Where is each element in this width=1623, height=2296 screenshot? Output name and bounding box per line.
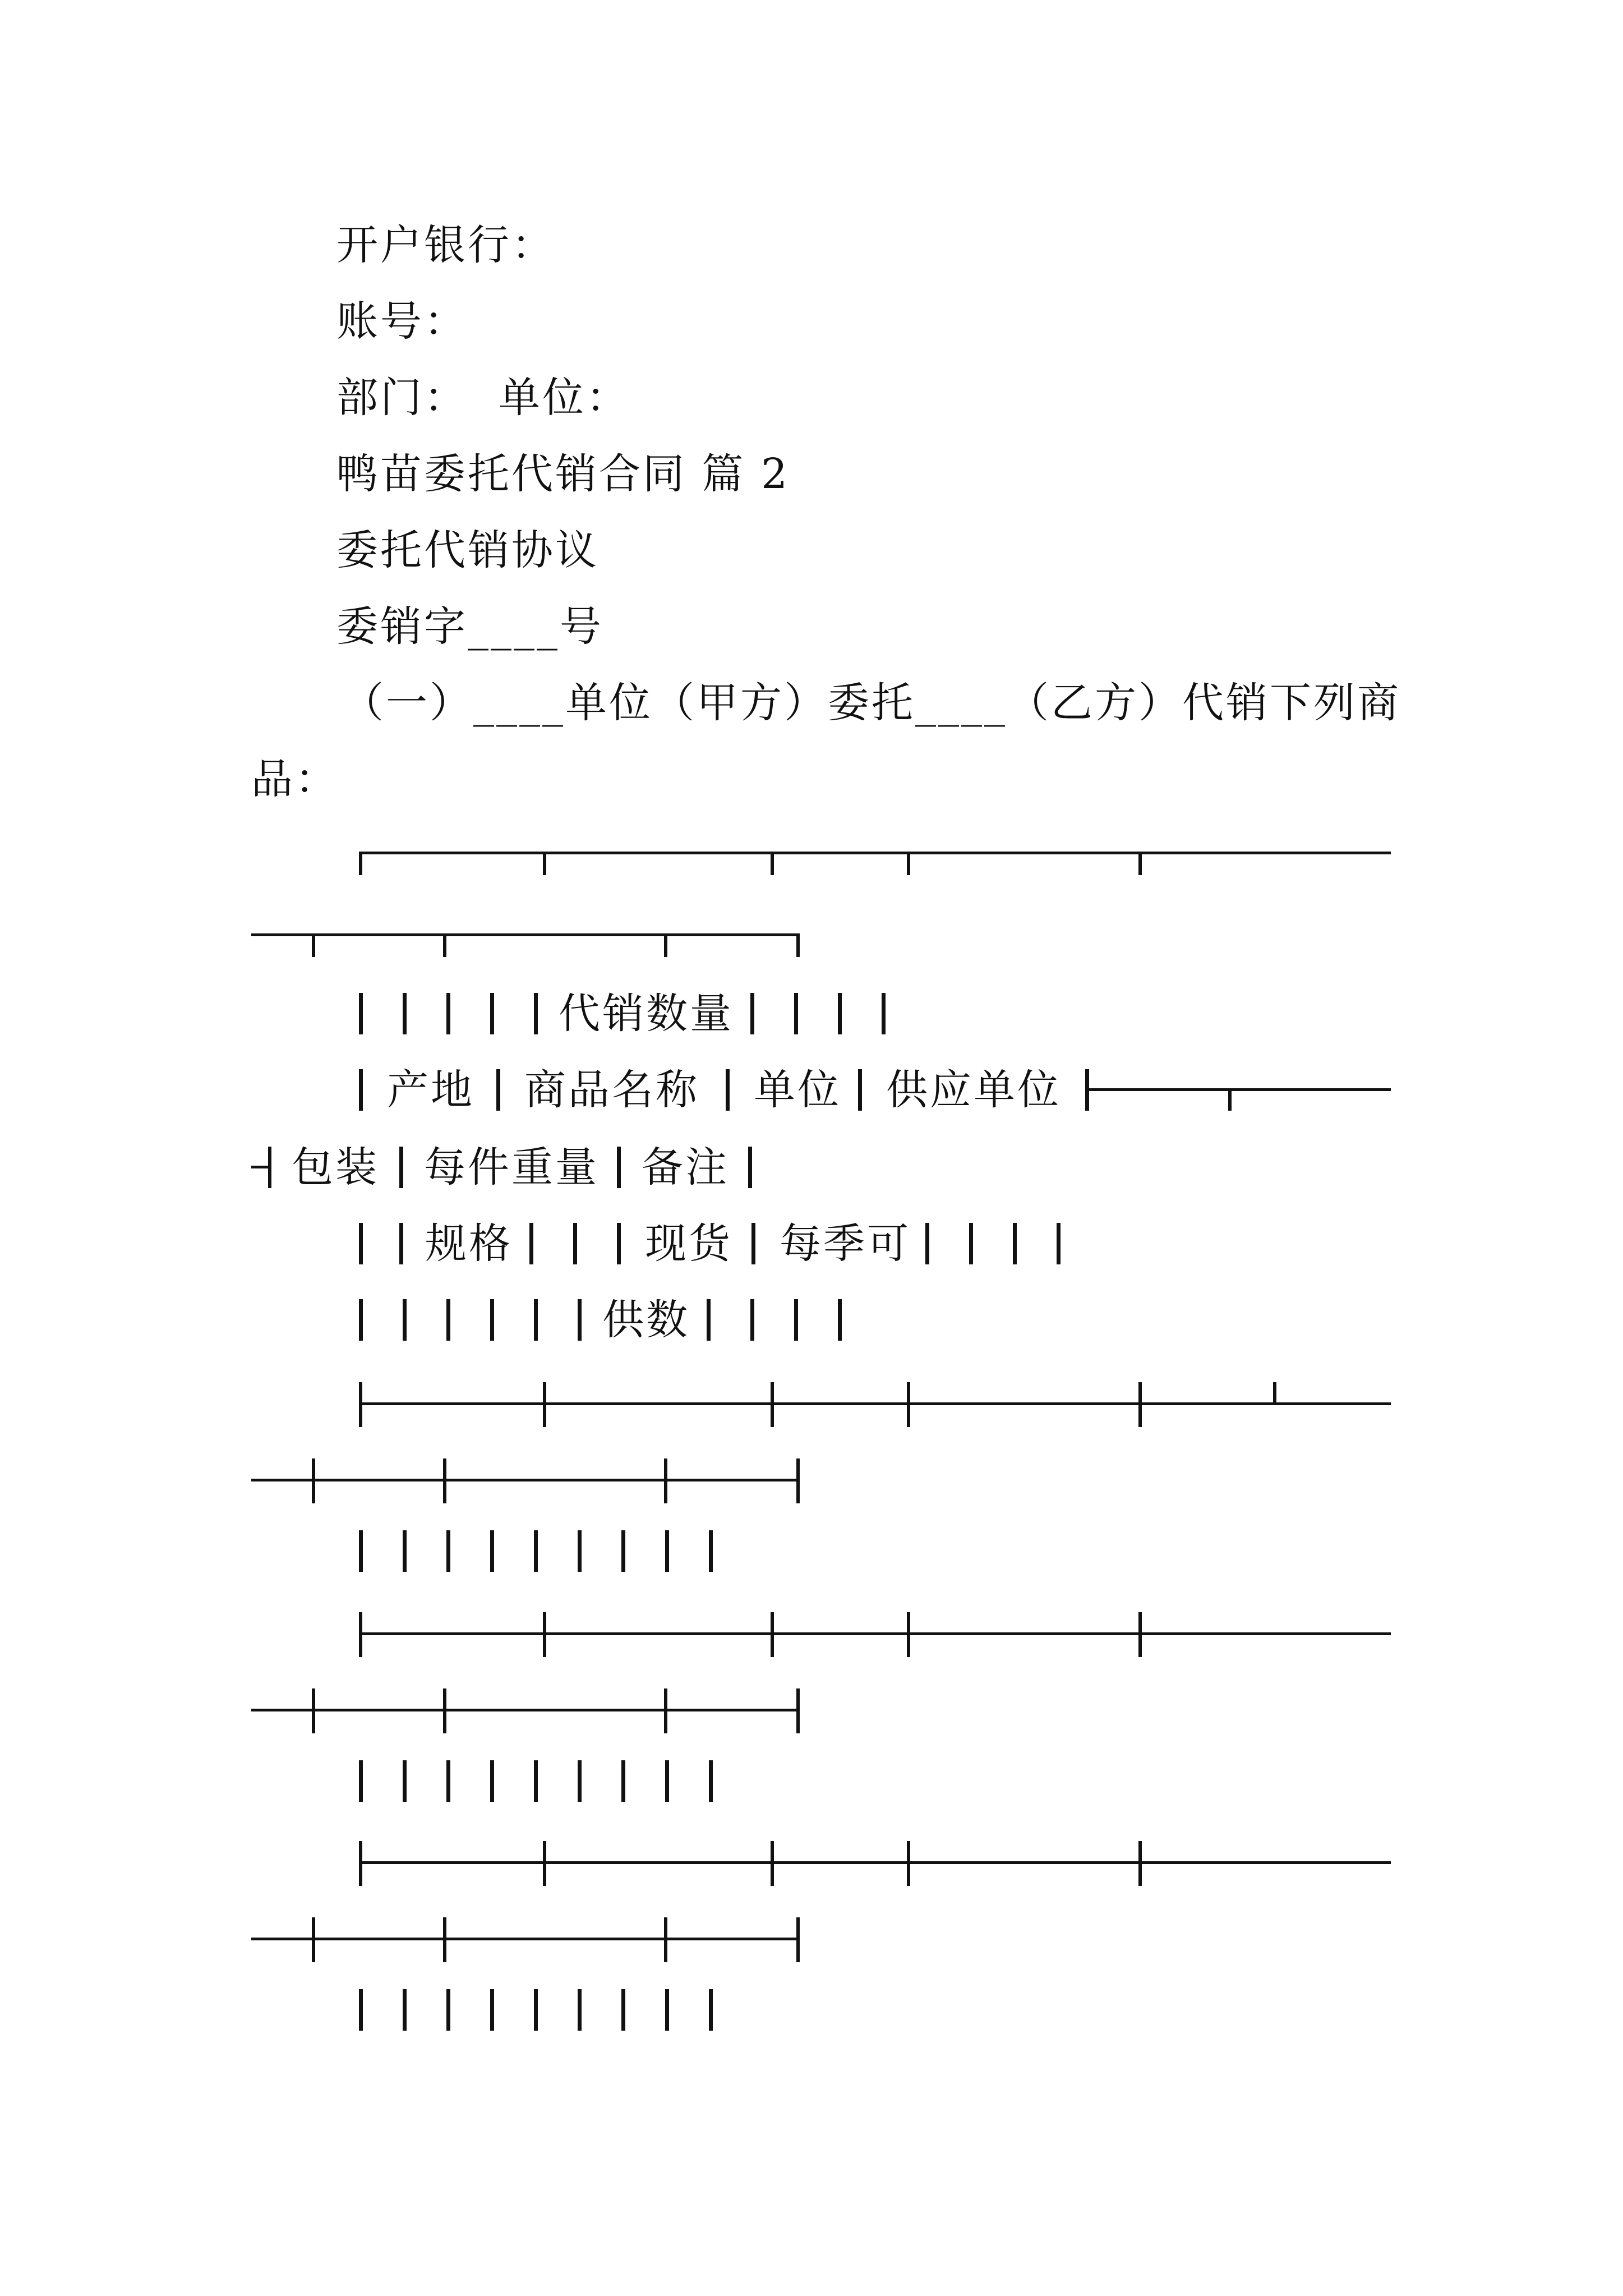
header-origin: 产地 bbox=[387, 1066, 474, 1114]
section-title: 鸭苗委托代销合同 篇 2 bbox=[336, 450, 790, 498]
bank-label: 开户银行： bbox=[336, 221, 555, 269]
table-vbar bbox=[578, 1760, 582, 1802]
table-row-separator-wrap bbox=[251, 1709, 800, 1711]
table-cross bbox=[312, 1688, 315, 1733]
table-vbar bbox=[621, 1989, 625, 2031]
table-vbar bbox=[534, 1299, 538, 1341]
table-tick bbox=[1273, 1382, 1276, 1405]
table-vbar bbox=[529, 1223, 533, 1264]
table-vbar bbox=[399, 1147, 403, 1188]
table-vbar bbox=[969, 1223, 973, 1264]
table-vbar bbox=[750, 1299, 754, 1341]
table-cross bbox=[359, 1841, 362, 1886]
table-vbar bbox=[399, 1223, 403, 1264]
table-corner-tr bbox=[796, 933, 800, 957]
table-vbar bbox=[726, 1069, 730, 1111]
table-vbar bbox=[578, 1989, 582, 2031]
table-vbar bbox=[403, 1299, 407, 1341]
table-vbar bbox=[750, 993, 754, 1034]
table-vbar bbox=[858, 1069, 862, 1111]
table-cross bbox=[1138, 1382, 1142, 1427]
table-vbar bbox=[709, 1989, 713, 2031]
header-supplier: 供应单位 bbox=[886, 1066, 1061, 1114]
table-vbar bbox=[578, 1299, 582, 1341]
table-vbar bbox=[268, 1147, 271, 1188]
table-cross bbox=[543, 1382, 546, 1427]
table-tick bbox=[907, 852, 910, 875]
table-vbar bbox=[578, 1530, 582, 1572]
table-vbar bbox=[709, 1530, 713, 1572]
table-cross bbox=[907, 1841, 910, 1886]
table-vbar bbox=[1057, 1223, 1061, 1264]
table-vbar bbox=[665, 1760, 669, 1802]
table-row-separator bbox=[359, 1861, 1391, 1864]
table-top-border-wrap bbox=[251, 933, 800, 936]
table-vbar bbox=[403, 1530, 407, 1572]
table-vbar bbox=[1013, 1223, 1017, 1264]
table-cross bbox=[796, 1458, 800, 1503]
table-cross bbox=[907, 1382, 910, 1427]
table-vbar bbox=[709, 1760, 713, 1802]
table-tick bbox=[1228, 1088, 1232, 1111]
table-vbar bbox=[665, 1530, 669, 1572]
table-vbar bbox=[490, 1989, 494, 2031]
table-vbar bbox=[359, 993, 363, 1034]
table-vbar bbox=[621, 1760, 625, 1802]
table-cross bbox=[312, 1458, 315, 1503]
header-unit: 单位 bbox=[754, 1066, 841, 1114]
table-vbar bbox=[617, 1223, 621, 1264]
clause-1-wrap: 品： bbox=[251, 755, 339, 803]
table-vbar bbox=[621, 1530, 625, 1572]
table-cross bbox=[771, 1612, 774, 1657]
table-vbar bbox=[359, 1069, 363, 1111]
table-vbar bbox=[446, 993, 450, 1034]
agreement-title: 委托代销协议 bbox=[336, 526, 599, 574]
table-vbar bbox=[838, 1299, 842, 1341]
table-vbar bbox=[1085, 1069, 1089, 1111]
table-cross bbox=[443, 1458, 446, 1503]
table-vbar bbox=[359, 1299, 363, 1341]
header-per-season: 每季可 bbox=[780, 1220, 911, 1268]
qty-subdivider bbox=[1089, 1088, 1391, 1091]
table-vbar bbox=[490, 1760, 494, 1802]
table-tick bbox=[443, 933, 446, 957]
table-row-separator bbox=[359, 1632, 1391, 1635]
table-vbar bbox=[496, 1069, 500, 1111]
table-vbar bbox=[359, 1223, 363, 1264]
table-cross bbox=[1138, 1841, 1142, 1886]
header-in-stock: 现货 bbox=[645, 1220, 732, 1268]
table-vbar bbox=[446, 1299, 450, 1341]
clause-1-text: （一）____单位（甲方）委托____（乙方）代销下列商 bbox=[342, 679, 1401, 727]
table-vbar bbox=[748, 1147, 752, 1188]
table-vbar bbox=[490, 1530, 494, 1572]
table-vbar bbox=[446, 1530, 450, 1572]
table-tick bbox=[771, 852, 774, 875]
table-cross bbox=[359, 1612, 362, 1657]
header-remark: 备注 bbox=[642, 1143, 729, 1191]
table-vbar bbox=[403, 1989, 407, 2031]
table-vbar bbox=[359, 1530, 363, 1572]
agreement-number: 委销字____号 bbox=[336, 602, 603, 651]
table-cross bbox=[907, 1612, 910, 1657]
table-vbar bbox=[403, 993, 407, 1034]
table-tick bbox=[543, 852, 546, 875]
table-vbar bbox=[707, 1299, 711, 1341]
table-cross bbox=[664, 1688, 667, 1733]
header-qty-group: 代销数量 bbox=[559, 990, 734, 1038]
table-vbar bbox=[446, 1760, 450, 1802]
table-vbar bbox=[665, 1989, 669, 2031]
table-cross bbox=[771, 1382, 774, 1427]
table-cross bbox=[796, 1688, 800, 1733]
table-vbar bbox=[490, 993, 494, 1034]
table-cross bbox=[664, 1458, 667, 1503]
table-cross bbox=[443, 1917, 446, 1962]
table-vbar bbox=[794, 993, 798, 1034]
header-unit-weight: 每件重量 bbox=[424, 1143, 599, 1191]
table-cross bbox=[664, 1917, 667, 1962]
table-top-border bbox=[359, 852, 1391, 854]
header-product-name: 商品名称 bbox=[524, 1066, 699, 1114]
table-corner-tl bbox=[359, 852, 362, 875]
table-vbar bbox=[925, 1223, 929, 1264]
table-tick bbox=[312, 933, 315, 957]
table-tick bbox=[1138, 852, 1142, 875]
table-row-separator-wrap bbox=[251, 1479, 800, 1481]
table-vbar bbox=[446, 1989, 450, 2031]
header-packing: 包装 bbox=[292, 1143, 379, 1191]
table-vbar bbox=[534, 1989, 538, 2031]
qty-subdivider-wrap bbox=[251, 1166, 270, 1168]
table-vbar bbox=[403, 1760, 407, 1802]
table-vbar bbox=[751, 1223, 755, 1264]
table-cross bbox=[796, 1917, 800, 1962]
table-vbar bbox=[617, 1147, 621, 1188]
table-vbar bbox=[359, 1760, 363, 1802]
table-vbar bbox=[882, 993, 886, 1034]
table-cross bbox=[359, 1382, 362, 1427]
table-vbar bbox=[534, 993, 538, 1034]
header-spec: 规格 bbox=[425, 1220, 513, 1268]
table-cross bbox=[543, 1841, 546, 1886]
account-label: 账号： bbox=[336, 297, 468, 346]
table-cross bbox=[1138, 1612, 1142, 1657]
table-vbar bbox=[794, 1299, 798, 1341]
table-cross bbox=[543, 1612, 546, 1657]
table-vbar bbox=[838, 993, 842, 1034]
department-unit-label: 部门： 单位： bbox=[336, 374, 630, 422]
table-tick bbox=[664, 933, 667, 957]
table-row-separator bbox=[359, 1402, 1391, 1405]
table-row-separator-wrap bbox=[251, 1938, 800, 1940]
table-vbar bbox=[573, 1223, 577, 1264]
table-cross bbox=[771, 1841, 774, 1886]
table-vbar bbox=[534, 1760, 538, 1802]
table-vbar bbox=[359, 1989, 363, 2031]
table-vbar bbox=[490, 1299, 494, 1341]
header-supply-count: 供数 bbox=[602, 1296, 690, 1344]
table-vbar bbox=[534, 1530, 538, 1572]
table-cross bbox=[443, 1688, 446, 1733]
table-cross bbox=[312, 1917, 315, 1962]
